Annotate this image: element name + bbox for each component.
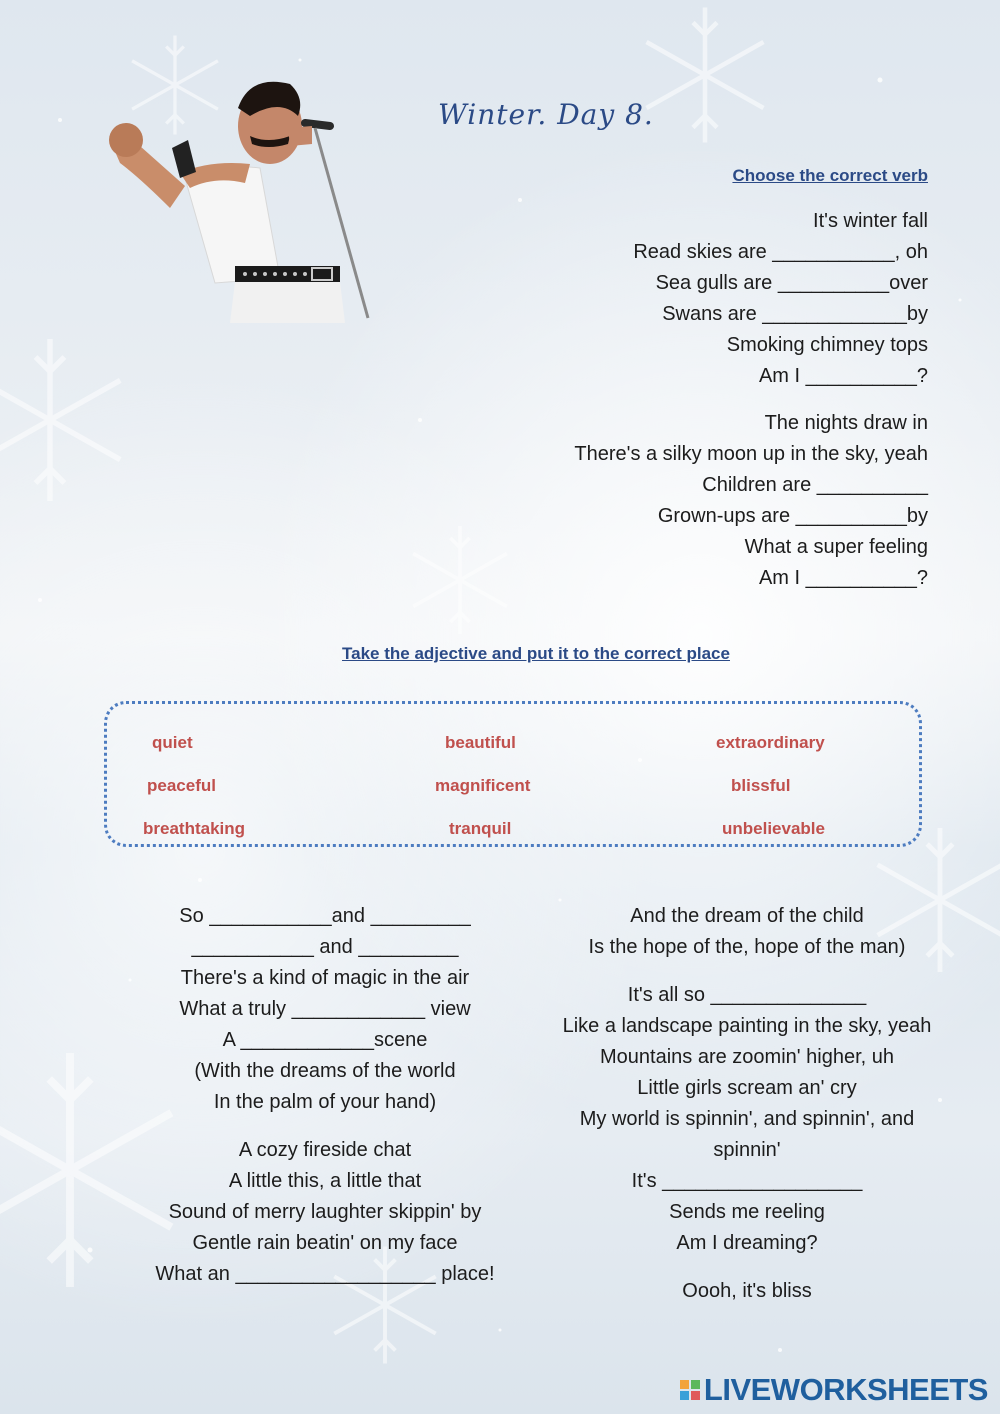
logo-text: LIVEWORKSHEETS	[703, 1372, 988, 1407]
lyric-line[interactable]: Am I __________?	[758, 567, 928, 589]
page-title: Winter. Day 8.	[438, 98, 654, 131]
lyric-line[interactable]: ___________ and _________	[191, 936, 459, 958]
lyric-line[interactable]: What an __________________ place!	[155, 1263, 495, 1285]
lyric-line: A little this, a little that	[228, 1170, 422, 1192]
adjective-word[interactable]: tranquil	[449, 819, 512, 838]
lyric-line: My world is spinnin', and spinnin', and	[579, 1108, 915, 1130]
adjective-word[interactable]: breathtaking	[143, 819, 246, 838]
lyric-line: (With the dreams of the world	[194, 1060, 456, 1082]
logo-square	[691, 1380, 700, 1389]
adjective-word[interactable]: peaceful	[147, 776, 216, 795]
logo-mark-icon	[680, 1380, 700, 1400]
lyric-line[interactable]: What a truly ____________ view	[179, 998, 471, 1020]
adjective-word-bank	[104, 701, 922, 847]
lyric-line: What a super feeling	[744, 536, 928, 558]
right-lyrics-stanza-1	[557, 901, 937, 963]
lyric-line: Gentle rain beatin' on my face	[192, 1232, 458, 1254]
lyrics-stanza-2	[574, 408, 928, 594]
lyric-line[interactable]: Children are __________	[702, 474, 928, 496]
adjective-word[interactable]: blissful	[731, 776, 791, 795]
lyric-line: And the dream of the child	[630, 905, 864, 927]
lyric-line: In the palm of your hand)	[213, 1091, 437, 1113]
lyric-line[interactable]: A ____________scene	[222, 1029, 428, 1051]
lyric-line[interactable]: Read skies are ___________, oh	[633, 241, 928, 263]
lyric-line: spinnin'	[713, 1139, 781, 1161]
lyric-line: Smoking chimney tops	[726, 334, 928, 356]
snowflake-decoration	[400, 520, 520, 640]
adjective-word[interactable]: extraordinary	[716, 733, 825, 752]
liveworksheets-logo	[680, 1372, 988, 1408]
lyric-line[interactable]: It's __________________	[631, 1170, 863, 1192]
left-lyrics-stanza-1	[130, 901, 520, 1118]
lyric-line: The nights draw in	[764, 412, 928, 434]
adjective-word[interactable]: beautiful	[445, 733, 516, 752]
adjective-word[interactable]: unbelievable	[722, 819, 825, 838]
lyric-line: There's a silky moon up in the sky, yeah	[574, 443, 928, 465]
logo-square	[680, 1380, 689, 1389]
lyric-line[interactable]: Am I __________?	[758, 365, 928, 387]
left-lyrics-stanza-2	[130, 1135, 520, 1290]
lyric-line: Like a landscape painting in the sky, yeah	[562, 1015, 932, 1037]
section2-heading: Take the adjective and put it to the correct place	[342, 644, 730, 663]
lyric-line: Is the hope of the, hope of the man)	[588, 936, 906, 958]
lyric-line: Mountains are zoomin' higher, uh	[600, 1046, 894, 1068]
lyric-line[interactable]: It's all so ______________	[627, 984, 867, 1006]
adjective-word[interactable]: quiet	[152, 733, 193, 752]
adjective-word[interactable]: magnificent	[435, 776, 531, 795]
lyric-line: Am I dreaming?	[676, 1232, 818, 1254]
section1-heading: Choose the correct verb	[732, 166, 928, 185]
lyric-line: Oooh, it's bliss	[682, 1280, 812, 1302]
logo-square	[691, 1391, 700, 1400]
lyric-line: There's a kind of magic in the air	[180, 967, 470, 989]
lyric-line: Sends me reeling	[669, 1201, 825, 1223]
singer-photo	[100, 68, 375, 323]
lyrics-stanza-1	[633, 206, 928, 392]
lyric-line[interactable]: Grown-ups are __________by	[657, 505, 928, 527]
logo-square	[680, 1391, 689, 1400]
right-lyrics-stanza-3	[557, 1276, 937, 1307]
lyric-line: Sound of merry laughter skippin' by	[168, 1201, 482, 1223]
lyric-line: Little girls scream an' cry	[637, 1077, 857, 1099]
right-lyrics-stanza-2	[557, 980, 937, 1259]
lyric-line[interactable]: Swans are _____________by	[662, 303, 928, 325]
lyric-line: It's winter fall	[813, 210, 928, 232]
lyric-line[interactable]: Sea gulls are __________over	[655, 272, 928, 294]
snowflake-decoration	[0, 330, 140, 510]
lyric-line: A cozy fireside chat	[238, 1139, 412, 1161]
lyric-line[interactable]: So ___________and _________	[179, 905, 471, 927]
